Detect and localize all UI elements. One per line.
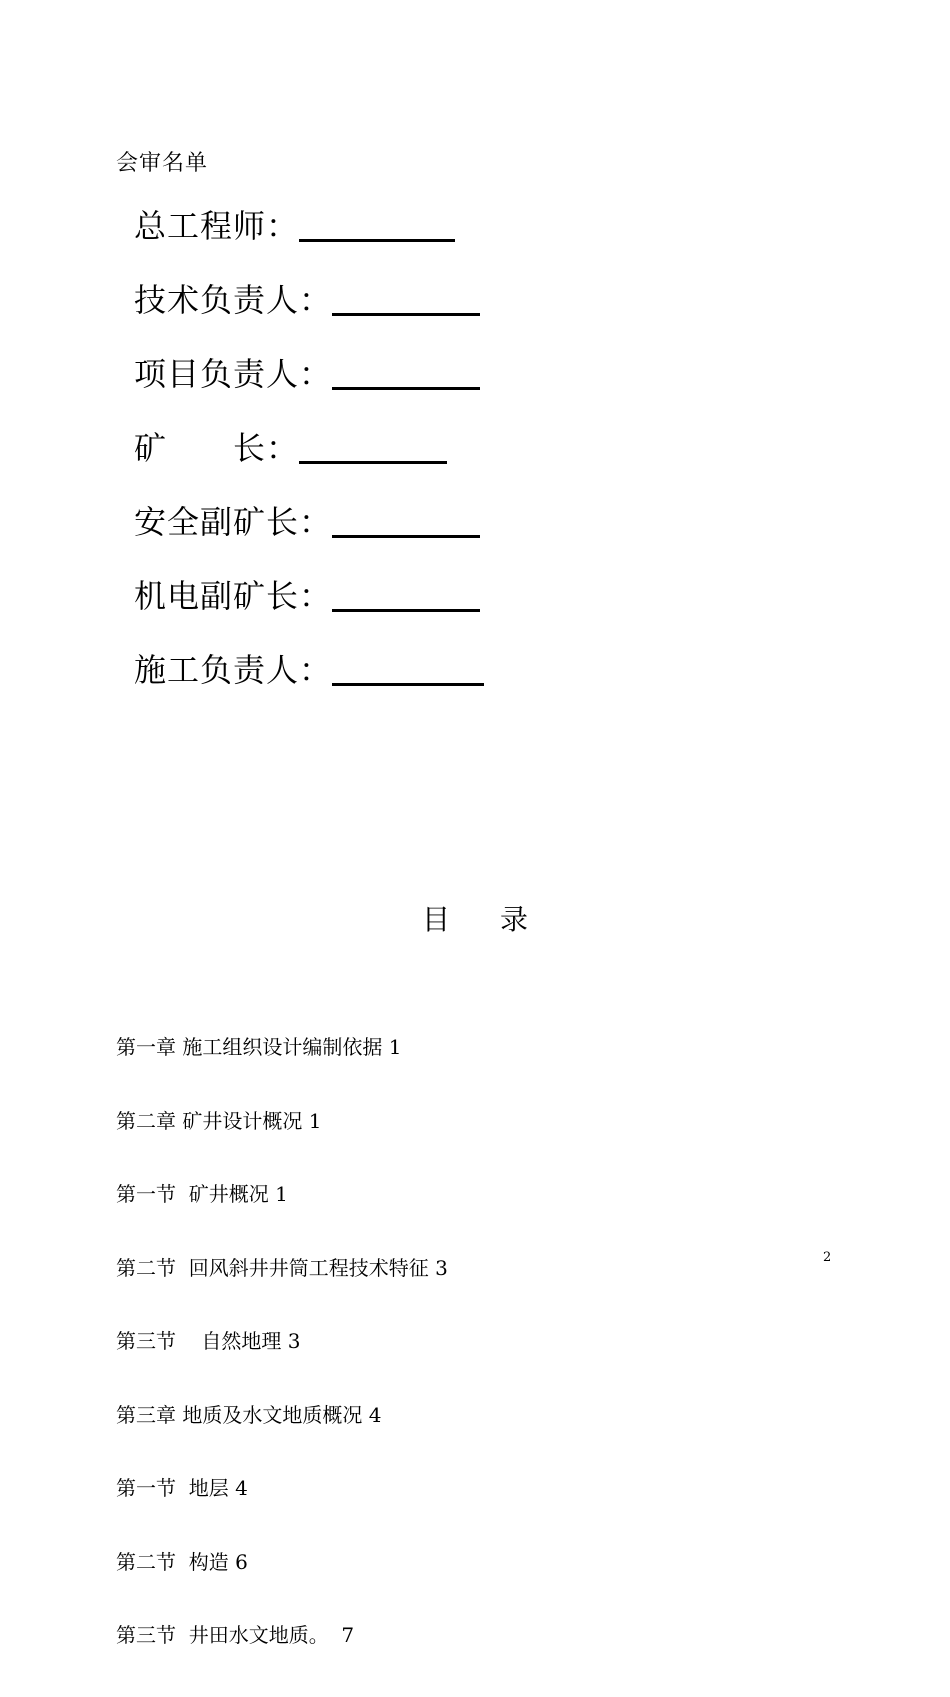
toc-entry-label: 第二节 构造 bbox=[116, 1549, 229, 1574]
review-list-title: 会审名单 bbox=[116, 151, 209, 176]
signatory-label: 安全副矿长： bbox=[134, 503, 333, 541]
signatory-label: 项目负责人： bbox=[134, 355, 333, 393]
toc-entry-page: 7 bbox=[335, 1623, 355, 1647]
toc-entry-page: 1 bbox=[388, 1035, 402, 1059]
signature-line[interactable] bbox=[332, 313, 480, 316]
toc-entry[interactable] bbox=[116, 1109, 448, 1134]
signatory-label: 总工程师： bbox=[134, 207, 300, 245]
toc-entry-page: 1 bbox=[275, 1182, 288, 1206]
toc-entry[interactable] bbox=[116, 1256, 448, 1281]
toc-entry-label: 第一章 施工组织设计编制依据 bbox=[116, 1035, 383, 1059]
toc-entry[interactable] bbox=[116, 1182, 448, 1207]
toc-entry-label: 第三节 自然地理 bbox=[116, 1329, 282, 1353]
signatory-construction-lead bbox=[134, 648, 484, 692]
signature-line[interactable] bbox=[299, 239, 455, 242]
toc-entry[interactable] bbox=[116, 1035, 448, 1060]
toc-entry[interactable] bbox=[116, 1623, 448, 1648]
signatory-electromechanical-deputy bbox=[134, 574, 480, 618]
toc-entry-page: 4 bbox=[235, 1476, 248, 1500]
table-of-contents bbox=[116, 986, 448, 1697]
signatory-safety-deputy bbox=[134, 500, 480, 544]
toc-entry-page: 4 bbox=[368, 1402, 382, 1427]
toc-entry[interactable] bbox=[116, 1476, 448, 1501]
signature-line[interactable] bbox=[332, 683, 484, 686]
toc-entry-label: 第一节 矿井概况 bbox=[116, 1182, 269, 1206]
signatory-label: 技术负责人： bbox=[134, 281, 333, 319]
toc-entry-page: 3 bbox=[287, 1329, 301, 1353]
signature-line[interactable] bbox=[332, 609, 480, 612]
toc-title-right: 录 bbox=[500, 903, 529, 936]
toc-entry[interactable] bbox=[116, 1403, 448, 1428]
toc-entry[interactable] bbox=[116, 1550, 448, 1575]
signatory-chief-engineer bbox=[134, 204, 455, 248]
toc-entry-label: 第二章 矿井设计概况 bbox=[116, 1108, 303, 1133]
signature-line[interactable] bbox=[299, 461, 447, 464]
signatory-mine-director bbox=[134, 426, 447, 470]
toc-entry-page: 6 bbox=[235, 1549, 248, 1574]
signatory-label: 机电副矿长： bbox=[134, 577, 333, 615]
signatory-project-lead bbox=[134, 352, 480, 396]
signatory-label: 施工负责人： bbox=[134, 651, 333, 689]
toc-title-left: 目 bbox=[421, 903, 450, 936]
toc-title bbox=[0, 900, 950, 940]
page-number: 2 bbox=[823, 1250, 832, 1265]
toc-entry-label: 第三章 地质及水文地质概况 bbox=[116, 1402, 363, 1427]
signature-line[interactable] bbox=[332, 387, 480, 390]
toc-entry-label: 第三节 井田水文地质。 bbox=[116, 1623, 329, 1647]
signatory-label: 矿 长： bbox=[134, 429, 300, 467]
toc-entry-label: 第二节 回风斜井井筒工程技术特征 bbox=[116, 1255, 429, 1280]
toc-entry-page: 3 bbox=[435, 1255, 448, 1280]
toc-entry-page: 1 bbox=[308, 1108, 322, 1133]
toc-entry-label: 第一节 地层 bbox=[116, 1476, 229, 1500]
signature-line[interactable] bbox=[332, 535, 480, 538]
toc-entry[interactable] bbox=[116, 1329, 448, 1354]
signatory-technical-lead bbox=[134, 278, 480, 322]
